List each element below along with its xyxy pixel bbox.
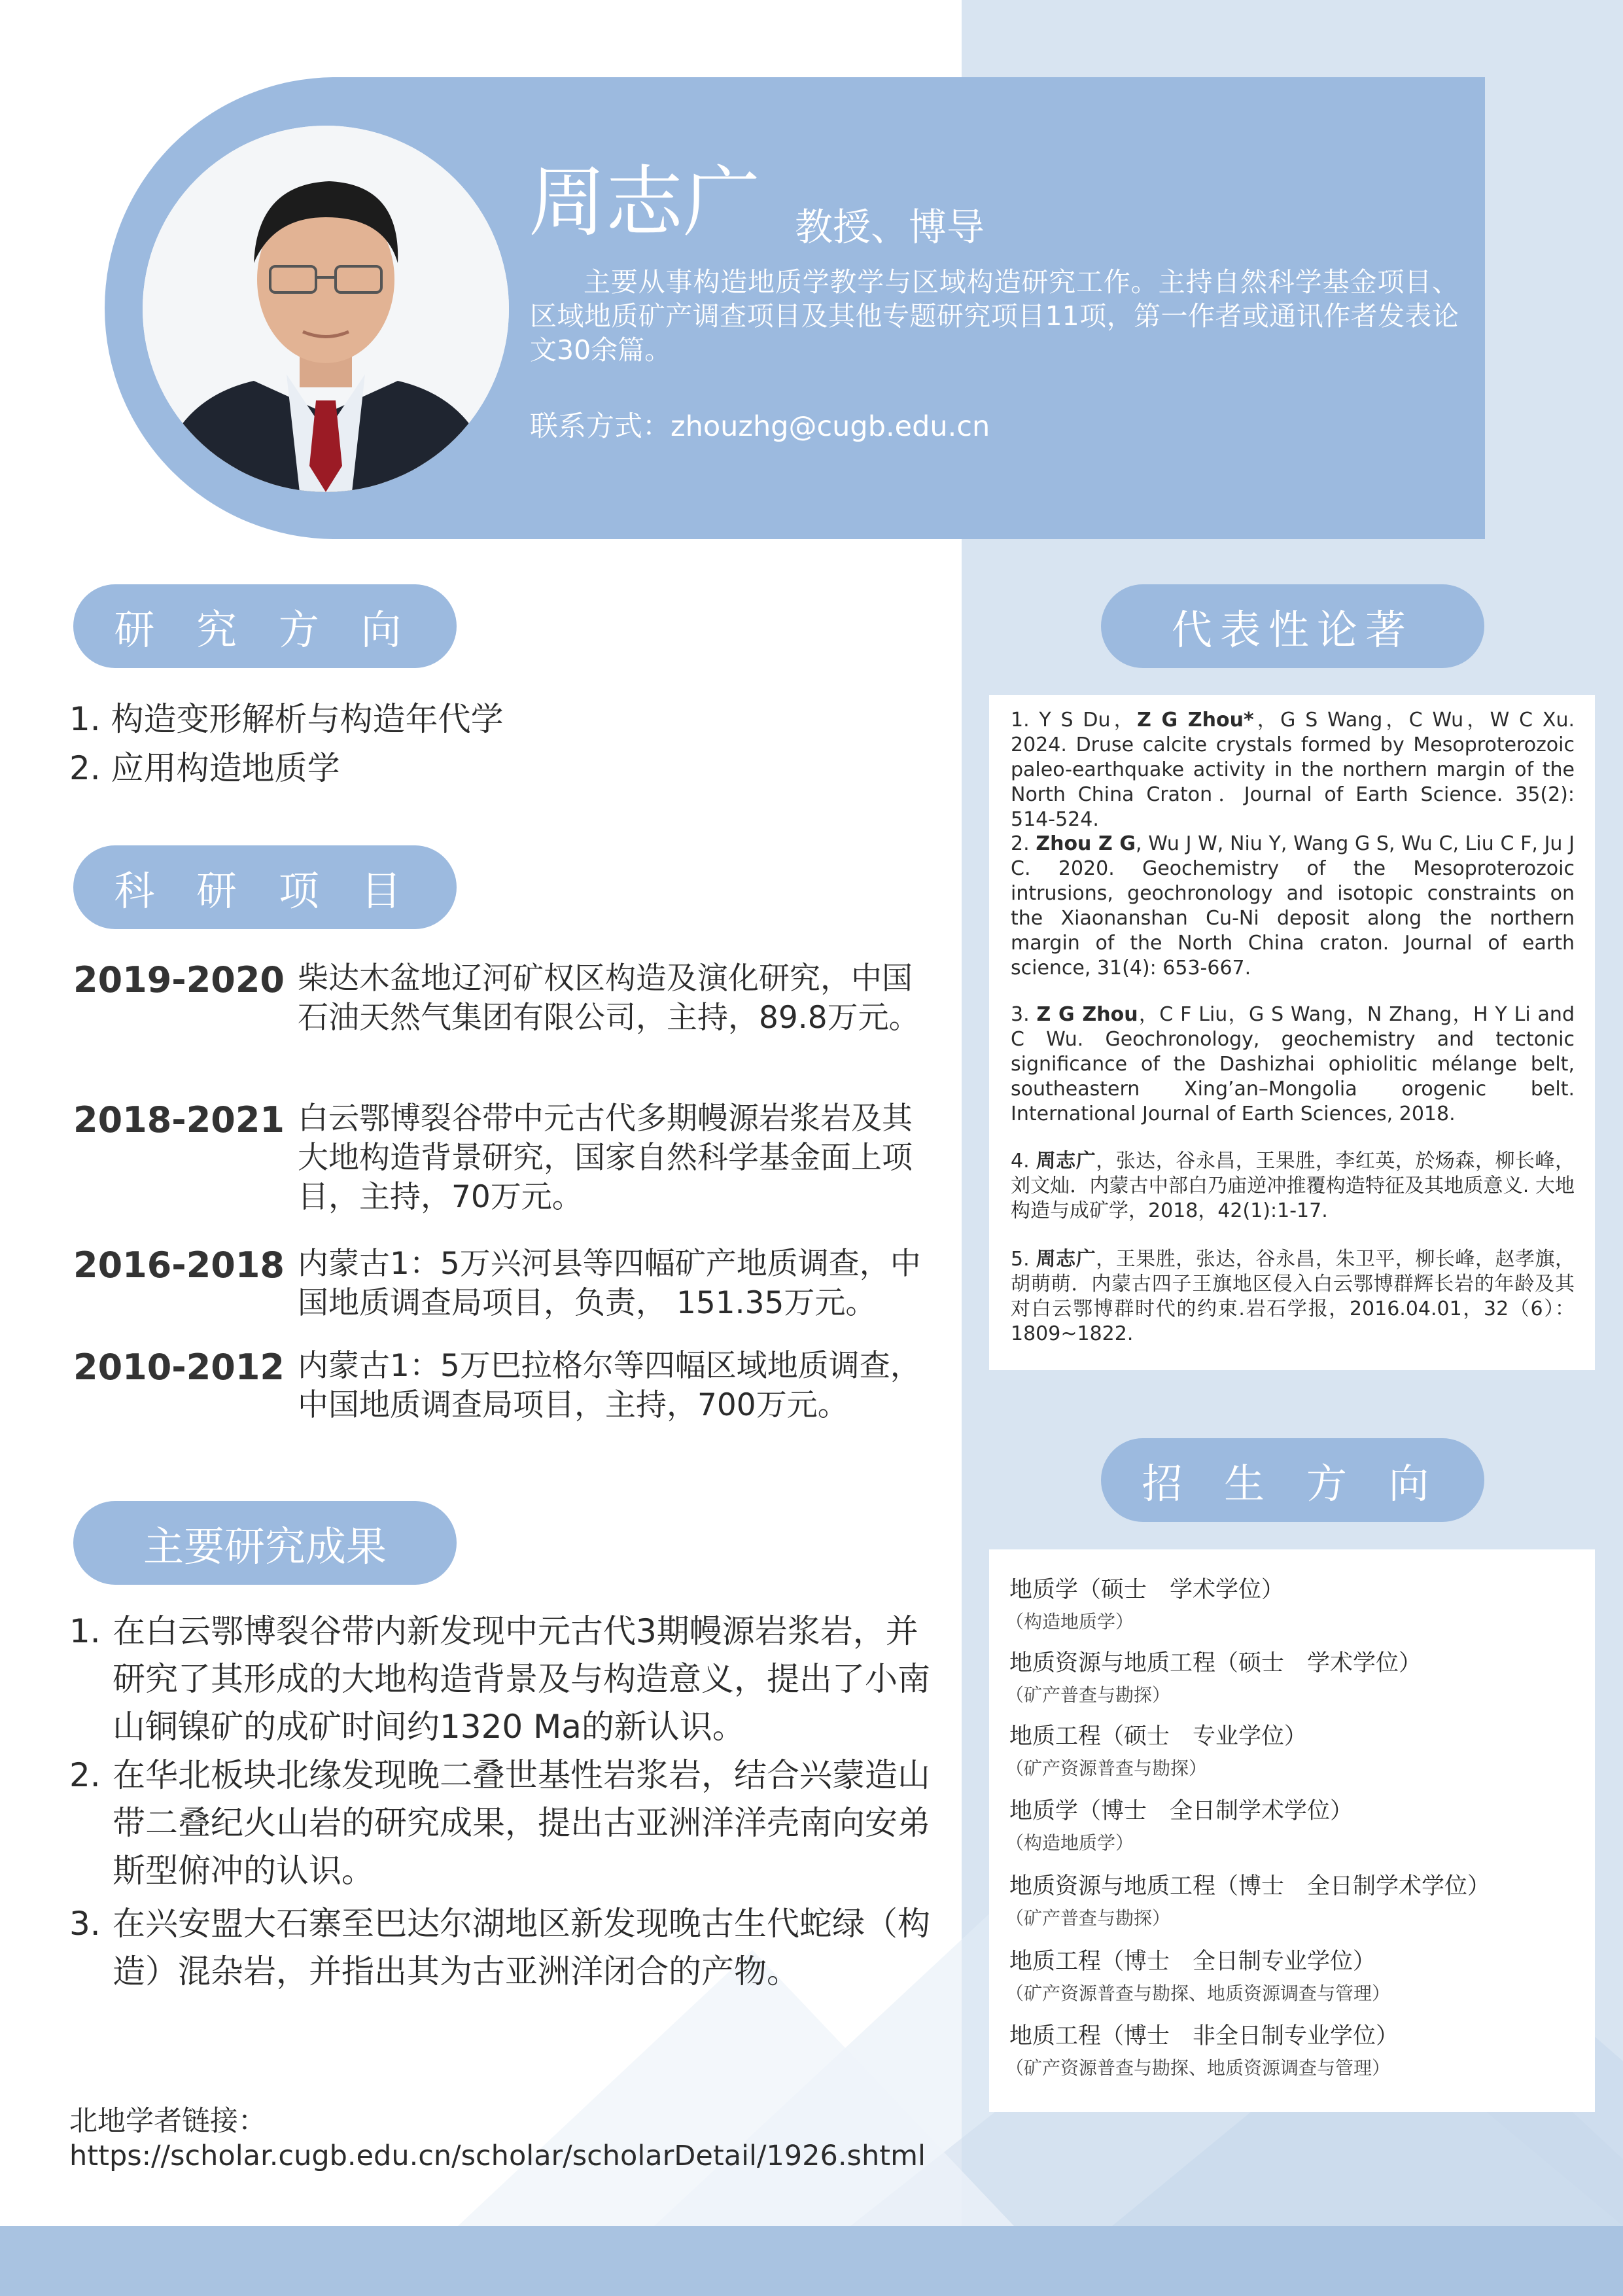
project-text: 内蒙古1：5万兴河县等四幅矿产地质调查，中国地质调查局项目，负责， 151.35万元。 xyxy=(298,1246,921,1321)
enrollment-field: （构造地质学） xyxy=(1005,1832,1134,1854)
enrollment-field: （矿产资源普查与勘探） xyxy=(1005,1757,1208,1779)
enrollment-degree: 地质资源与地质工程（硕士 学术学位） xyxy=(1009,1650,1422,1676)
achievement-item xyxy=(69,1900,939,1996)
achievement-text: 在兴安盟大石寨至巴达尔湖地区新发现晚古生代蛇绿（构造）混杂岩，并指出其为古亚洲洋闭合的产物。 xyxy=(113,1905,930,1990)
scholar-link-url[interactable]: https://scholar.cugb.edu.cn/scholar/scholarDetail/1926.shtml xyxy=(69,2140,926,2172)
enrollment-degree: 地质学（博士 全日制学术学位） xyxy=(1009,1798,1353,1824)
paper-entry xyxy=(1011,1149,1575,1224)
achievement-text: 在华北板块北缘发现晚二叠世基性岩浆岩，结合兴蒙造山带二叠纪火山岩的研究成果，提出古亚洲洋洋壳南向安弟斯型俯冲的认识。 xyxy=(113,1756,930,1890)
achievements-heading: 主要研究成果 xyxy=(73,1501,457,1585)
achievement-number: 3. xyxy=(69,1905,101,1943)
bottom-bar xyxy=(0,2226,1623,2296)
enrollment-degree: 地质工程（硕士 专业学位） xyxy=(1009,1723,1308,1750)
paper-prefix: 2. xyxy=(1011,832,1036,855)
paper-citation: , Wu J W, Niu Y, Wang G S, Wu C, Liu C F, Ju J C. 2020. Geochemistry of the Mesoproterozoic intrusions, geochronology and isotopic constraints on the Xiaonanshan Cu-Ni deposit along the northern margin of the North China craton. Journal of earth science, 31(4): 653-667. xyxy=(1011,832,1575,980)
enrollment-degree: 地质工程（博士 全日制专业学位） xyxy=(1009,1949,1376,1975)
paper-author-highlight: 周志广 xyxy=(1036,1248,1096,1271)
paper-author-highlight: Z G Zhou* xyxy=(1137,709,1254,732)
person-intro: 主要从事构造地质学教学与区域构造研究工作。主持自然科学基金项目、区域地质矿产调查项目及其他专题研究项目11项，第一作者或通讯作者发表论文30余篇。 xyxy=(530,266,1459,366)
scholar-link-label: 北地学者链接： xyxy=(69,2105,266,2138)
achievement-text: 在白云鄂博裂谷带内新发现中元古代3期幔源岩浆岩，并研究了其形成的大地构造背景及与构造意义，提出了小南山铜镍矿的成矿时间约1320 Ma的新认识。 xyxy=(113,1612,930,1746)
enrollment-heading: 招 生 方 向 xyxy=(1101,1438,1484,1522)
paper-citation: ，G S Wang，C Wu，W C Xu. 2024. Druse calcite crystals formed by Mesoproterozoic paleo-earthquake activity in the northern margin of the North China Craton．Journal of Earth Science. 35(2): 514-524. xyxy=(1011,709,1575,831)
list-item: 1. 构造变形解析与构造年代学 xyxy=(69,700,504,738)
portrait-photo xyxy=(143,126,509,492)
paper-citation: ，王果胜，张达，谷永昌，朱卫平，柳长峰，赵孝旗，胡萌萌．内蒙古四子王旗地区侵入白云鄂博群辉长岩的年龄及其对白云鄂博群时代的约束.岩石学报，2016.04.01，32（6）：1809~1822. xyxy=(1011,1248,1575,1345)
enrollment-degree: 地质工程（博士 非全日制专业学位） xyxy=(1009,2023,1399,2049)
project-text: 柴达木盆地辽河矿权区构造及演化研究，中国石油天然气集团有限公司，主持，89.8万元。 xyxy=(298,961,920,1036)
paper-author-highlight: Z G Zhou xyxy=(1036,1003,1138,1026)
person-title: 教授、博导 xyxy=(795,205,985,249)
project-years: 2016-2018 xyxy=(73,1245,285,1286)
enrollment-field: （构造地质学） xyxy=(1005,1611,1134,1633)
project-years: 2019-2020 xyxy=(73,959,285,1000)
paper-prefix: 3. xyxy=(1011,1003,1037,1026)
list-item: 2. 应用构造地质学 xyxy=(69,749,340,787)
person-portrait-icon xyxy=(143,126,509,492)
project-years: 2018-2021 xyxy=(73,1099,285,1140)
paper-entry xyxy=(1011,832,1575,981)
achievement-item xyxy=(69,1608,939,1751)
enrollment-degree: 地质学（硕士 学术学位） xyxy=(1009,1577,1285,1603)
enrollment-field: （矿产资源普查与勘探、地质资源调查与管理） xyxy=(1005,1983,1391,2004)
enrollment-field: （矿产普查与勘探） xyxy=(1005,1907,1171,1929)
person-name: 周志广 xyxy=(529,157,761,247)
research-direction-heading: 研 究 方 向 xyxy=(73,584,457,668)
achievement-item xyxy=(69,1752,939,1895)
enrollment-field: （矿产普查与勘探） xyxy=(1005,1684,1171,1706)
achievement-number: 1. xyxy=(69,1612,101,1650)
paper-citation: ，C F Liu，G S Wang，N Zhang，H Y Li and C Wu. Geochronology, geochemistry and tectonic significance of the Dashizhai ophiolitic mélange belt, southeastern Xing’an–Mongolia orogenic belt. International Journal of Earth Sciences, 2018. xyxy=(1011,1003,1575,1125)
project-years: 2010-2012 xyxy=(73,1347,285,1388)
paper-entry xyxy=(1011,1002,1575,1127)
paper-prefix: 5. xyxy=(1011,1248,1036,1271)
project-text: 内蒙古1：5万巴拉格尔等四幅区域地质调查，中国地质调查局项目，主持，700万元。 xyxy=(298,1348,921,1423)
paper-prefix: 4. xyxy=(1011,1150,1036,1173)
paper-author-highlight: 周志广 xyxy=(1036,1150,1096,1173)
contact-email[interactable]: 联系方式：zhouzhg@cugb.edu.cn xyxy=(530,410,990,443)
enrollment-field: （矿产资源普查与勘探、地质资源调查与管理） xyxy=(1005,2057,1391,2079)
project-text: 白云鄂博裂谷带中元古代多期幔源岩浆岩及其大地构造背景研究，国家自然科学基金面上项目，主持，70万元。 xyxy=(298,1101,913,1215)
projects-heading: 科 研 项 目 xyxy=(73,845,457,929)
paper-citation: ，张达，谷永昌，王果胜，李红英，於炀森，柳长峰，刘文灿．内蒙古中部白乃庙逆冲推覆构造特征及其地质意义. 大地构造与成矿学，2018，42(1):1-17. xyxy=(1011,1150,1575,1222)
papers-heading: 代表性论著 xyxy=(1101,584,1484,668)
paper-entry xyxy=(1011,708,1575,832)
enrollment-degree: 地质资源与地质工程（博士 全日制学术学位） xyxy=(1009,1873,1491,1899)
paper-author-highlight: Zhou Z G xyxy=(1036,832,1136,855)
research-direction-list xyxy=(69,695,504,793)
achievement-number: 2. xyxy=(69,1756,101,1794)
paper-entry xyxy=(1011,1247,1575,1347)
paper-prefix: 1. Y S Du， xyxy=(1011,709,1138,732)
